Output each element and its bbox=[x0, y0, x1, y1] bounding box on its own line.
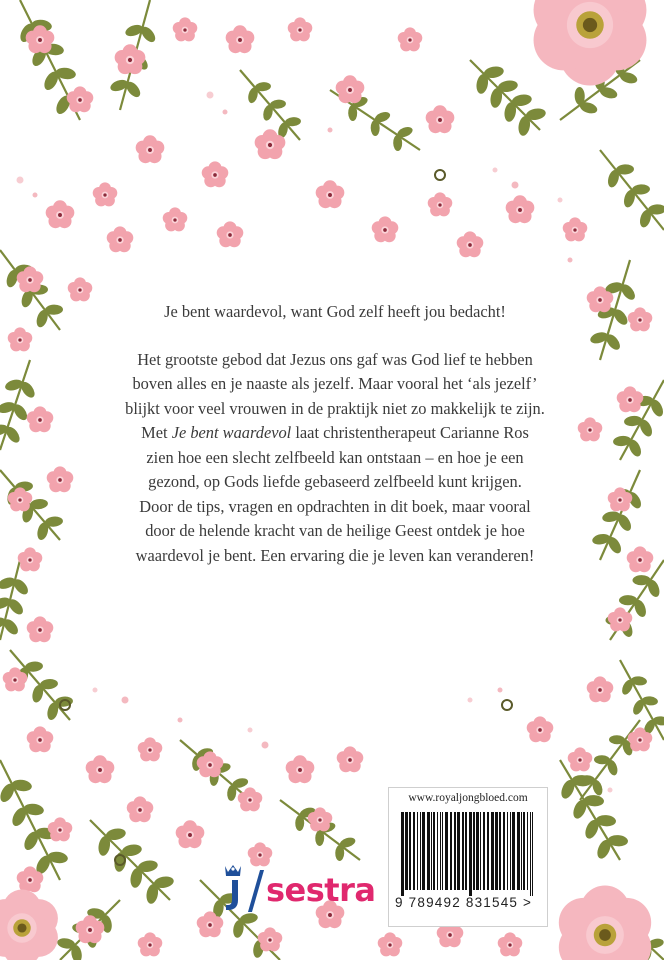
blossom-icon bbox=[173, 17, 198, 41]
large-flower-icon bbox=[534, 0, 647, 86]
blossom-icon bbox=[628, 307, 653, 331]
blossom-icon bbox=[398, 27, 423, 51]
barcode-bar bbox=[503, 812, 505, 890]
blurb-line: boven alles en je naaste als jezelf. Maar vooral het ‘als jezelf’ bbox=[132, 374, 538, 393]
blurb-line-prefix: Met bbox=[141, 423, 172, 442]
barcode-bar bbox=[523, 812, 525, 890]
barcode-bar bbox=[469, 812, 472, 896]
dot-shape bbox=[328, 128, 333, 133]
barcode-bar bbox=[491, 812, 494, 890]
blossom-icon bbox=[563, 217, 588, 241]
blurb-body bbox=[100, 348, 570, 569]
stem-line bbox=[0, 760, 60, 880]
barcode-bar bbox=[445, 812, 448, 890]
blossom-icon bbox=[107, 226, 134, 252]
dot-shape bbox=[262, 742, 269, 749]
barcode-bar bbox=[499, 812, 501, 890]
blossom-icon bbox=[457, 231, 484, 257]
dot-shape bbox=[122, 697, 129, 704]
publisher-name: sestra bbox=[266, 871, 376, 909]
crown-j-icon bbox=[221, 862, 245, 912]
barcode-bar bbox=[532, 812, 533, 896]
dot-shape bbox=[608, 788, 613, 793]
barcode-bar bbox=[507, 812, 508, 890]
dot-shape bbox=[223, 110, 228, 115]
publisher-url: www.royaljongbloed.com bbox=[408, 792, 528, 804]
barcode-bar bbox=[433, 812, 435, 890]
blossom-icon bbox=[138, 932, 163, 956]
blossom-icon bbox=[568, 747, 593, 771]
blossom-icon bbox=[93, 182, 118, 206]
logo-slash bbox=[248, 870, 264, 912]
blossom-icon bbox=[47, 466, 74, 492]
barcode-bar bbox=[405, 812, 408, 890]
barcode-bar bbox=[454, 812, 456, 890]
blossom-icon bbox=[428, 192, 453, 216]
blossom-icon bbox=[202, 161, 229, 187]
dot-shape bbox=[17, 177, 24, 184]
blossom-icon bbox=[336, 75, 365, 103]
blossom-icon bbox=[627, 546, 654, 572]
blossom-icon bbox=[587, 676, 614, 702]
dot-shape bbox=[207, 92, 214, 99]
barcode-bar bbox=[487, 812, 489, 890]
barcode-bar bbox=[409, 812, 411, 890]
isbn-barcode bbox=[399, 812, 539, 896]
blurb-line-suffix: laat christentherapeut Carianne Ros bbox=[291, 423, 529, 442]
blossom-icon bbox=[506, 195, 535, 223]
barcode-bar bbox=[527, 812, 528, 890]
blossom-icon bbox=[18, 547, 43, 571]
barcode-bar bbox=[510, 812, 511, 890]
book-title-italic: Je bent waardevol bbox=[171, 423, 292, 442]
barcode-bar bbox=[431, 812, 432, 890]
barcode-bar bbox=[530, 812, 531, 896]
blossom-icon bbox=[163, 207, 188, 231]
blossom-icon bbox=[316, 180, 345, 208]
barcode-bar bbox=[427, 812, 430, 890]
ring-shape bbox=[502, 700, 512, 710]
blossom-icon bbox=[617, 386, 644, 412]
barcode-bar bbox=[517, 812, 520, 890]
stem-line bbox=[470, 60, 540, 130]
blossom-icon bbox=[67, 86, 94, 112]
blurb-line: gezond, op Gods liefde gebaseerd zelfbeeld kunt krijgen. bbox=[148, 472, 522, 491]
blurb-line: blijkt voor veel vrouwen in de praktijk niet zo makkelijk te zijn. bbox=[125, 398, 545, 418]
blossom-icon bbox=[46, 200, 75, 228]
back-cover-blurb bbox=[100, 300, 570, 568]
leaf-shape bbox=[0, 575, 17, 591]
large-flower-icon bbox=[559, 886, 651, 960]
blurb-lead: Je bent waardevol, want God zelf heeft jou bedacht! bbox=[164, 302, 506, 321]
blossom-icon bbox=[8, 327, 33, 351]
barcode-bar bbox=[480, 812, 481, 890]
blossom-icon bbox=[226, 25, 255, 53]
blossom-icon bbox=[115, 44, 146, 74]
blossom-icon bbox=[527, 716, 554, 742]
blurb-line: Door de tips, vragen en opdrachten in dit boek, maar vooral bbox=[139, 496, 531, 516]
barcode-bar bbox=[495, 812, 498, 890]
blossom-icon bbox=[138, 737, 163, 761]
blossom-icon bbox=[48, 817, 73, 841]
blossom-icon bbox=[27, 406, 54, 432]
blossom-icon bbox=[27, 616, 54, 642]
blossom-icon bbox=[426, 105, 455, 133]
dot-shape bbox=[468, 698, 473, 703]
stem-line bbox=[90, 820, 170, 900]
blossom-icon bbox=[68, 277, 93, 301]
blossom-icon bbox=[578, 417, 603, 441]
dot-shape bbox=[33, 193, 38, 198]
stem-line bbox=[560, 760, 620, 860]
blossom-icon bbox=[238, 787, 263, 811]
dot-shape bbox=[498, 688, 503, 693]
blossom-icon bbox=[86, 755, 115, 783]
blossom-icon bbox=[498, 932, 523, 956]
barcode-bar bbox=[521, 812, 522, 890]
barcode-bar bbox=[437, 812, 438, 890]
dot-shape bbox=[93, 688, 98, 693]
barcode-bar bbox=[512, 812, 515, 890]
blossom-icon bbox=[378, 932, 403, 956]
blurb-line: door de helende kracht van de heilige Geest ontdek je hoe bbox=[145, 521, 525, 540]
barcode-bar bbox=[413, 812, 415, 890]
barcode-bar bbox=[442, 812, 443, 890]
barcode-panel bbox=[388, 787, 548, 927]
blossom-icon bbox=[286, 755, 315, 783]
barcode-bar bbox=[476, 812, 479, 890]
blossom-icon bbox=[176, 820, 205, 848]
dot-shape bbox=[568, 258, 573, 263]
ring-shape bbox=[435, 170, 445, 180]
barcode-bar bbox=[420, 812, 421, 890]
blurb-line bbox=[100, 421, 570, 446]
barcode-bar bbox=[473, 812, 475, 890]
blossom-icon bbox=[258, 927, 283, 951]
barcode-bar bbox=[457, 812, 460, 890]
barcode-bar bbox=[401, 812, 404, 896]
dot-shape bbox=[512, 182, 519, 189]
dot-shape bbox=[558, 198, 563, 203]
barcode-bar bbox=[417, 812, 418, 890]
blurb-line: waardevol je bent. Een ervaring die je leven kan veranderen! bbox=[135, 545, 535, 565]
blossom-icon bbox=[217, 221, 244, 247]
barcode-bar bbox=[450, 812, 452, 890]
large-flower-icon bbox=[0, 890, 58, 960]
isbn-number: 9 789492 831545 > bbox=[395, 895, 533, 910]
blossom-icon bbox=[288, 17, 313, 41]
blossom-icon bbox=[372, 216, 399, 242]
dot-shape bbox=[248, 728, 253, 733]
barcode-bar bbox=[465, 812, 467, 890]
blossom-icon bbox=[127, 796, 154, 822]
blurb-line: zien hoe een slecht zelfbeeld kan ontstaan – en hoe je een bbox=[146, 447, 524, 467]
dot-shape bbox=[493, 168, 498, 173]
publisher-logo bbox=[218, 862, 388, 914]
leaf-shape bbox=[0, 400, 16, 415]
barcode-bar bbox=[422, 812, 425, 890]
blossom-icon bbox=[136, 135, 165, 163]
barcode-bar bbox=[483, 812, 485, 890]
barcode-bar bbox=[440, 812, 441, 890]
blossom-icon bbox=[337, 746, 364, 772]
blossom-icon bbox=[27, 726, 54, 752]
dot-shape bbox=[178, 718, 183, 723]
barcode-bar bbox=[462, 812, 464, 890]
blurb-line: Het grootste gebod dat Jezus ons gaf was God lief te hebben bbox=[137, 349, 533, 369]
